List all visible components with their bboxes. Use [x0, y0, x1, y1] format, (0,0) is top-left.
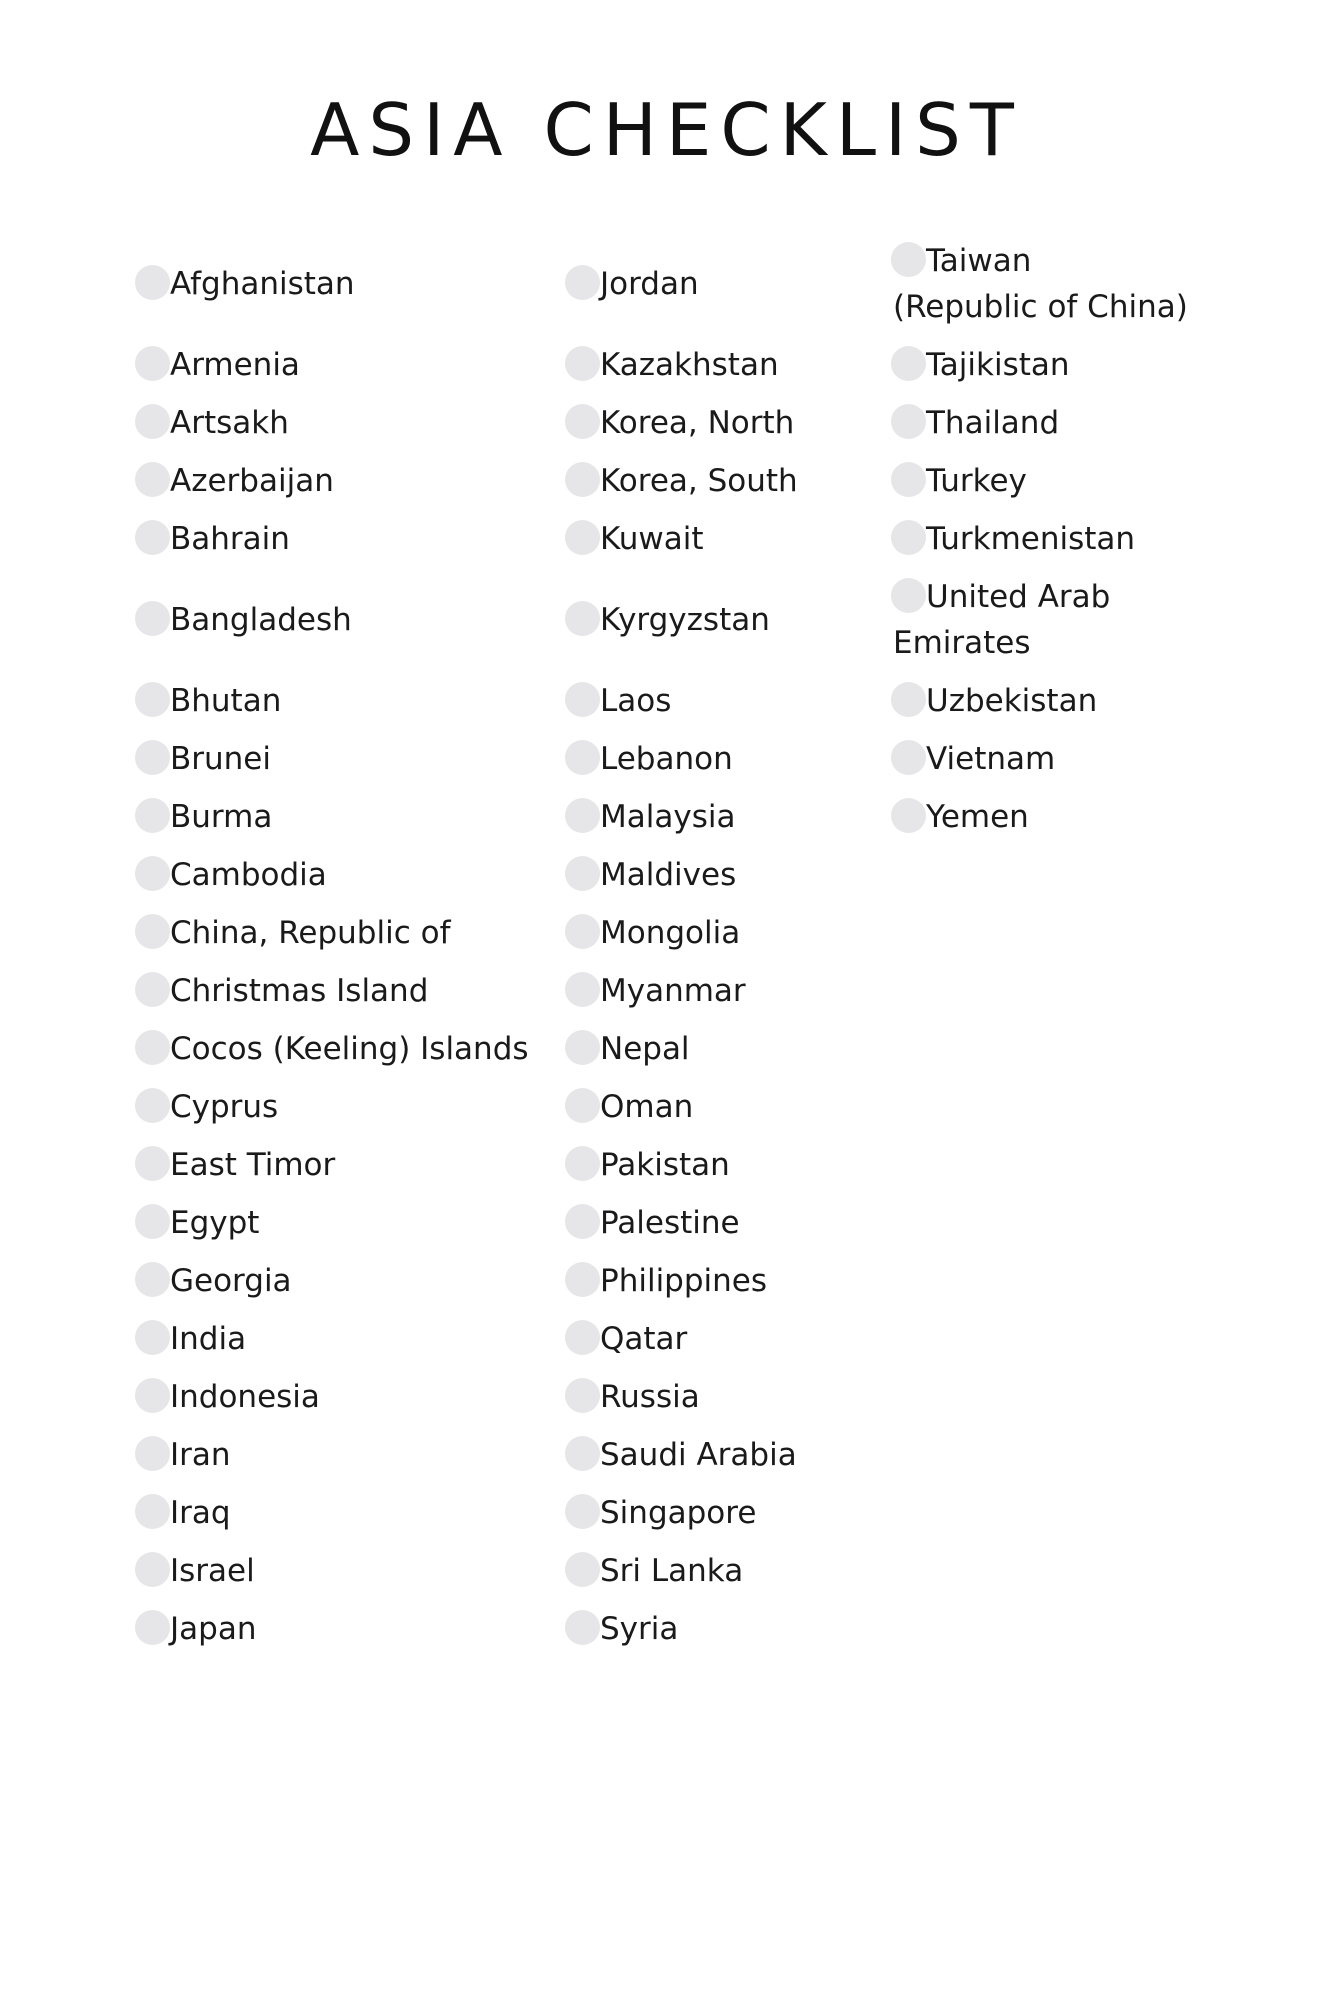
checklist-item[interactable] — [137, 1606, 256, 1652]
checklist-item[interactable] — [567, 1084, 693, 1130]
checkbox-circle[interactable] — [565, 1262, 600, 1297]
checklist-item[interactable] — [567, 261, 699, 307]
checkbox-circle[interactable] — [565, 1204, 600, 1239]
page-title: ASIA CHECKLIST — [310, 88, 1023, 172]
checkbox-circle[interactable] — [565, 1030, 600, 1065]
checklist-item[interactable] — [893, 736, 1055, 782]
checklist-item-label: Thailand — [926, 405, 1060, 441]
checklist-item[interactable] — [137, 1200, 259, 1246]
checklist-item[interactable] — [567, 1606, 678, 1652]
checklist-item[interactable] — [567, 852, 736, 898]
checklist-item-label: Mongolia — [600, 915, 741, 951]
checklist-item-label: Philippines — [600, 1263, 768, 1299]
checklist-item-label: Cocos (Keeling) Islands — [170, 1031, 529, 1067]
checklist-item[interactable] — [137, 736, 271, 782]
checklist-item-label: Iran — [170, 1437, 231, 1473]
checklist-item-label: Kuwait — [600, 521, 704, 557]
checkbox-circle[interactable] — [135, 856, 170, 891]
checklist-item-label: Palestine — [600, 1205, 740, 1241]
checklist-item[interactable] — [893, 794, 1029, 840]
checklist-item[interactable] — [137, 968, 428, 1014]
checklist-item[interactable] — [137, 1548, 255, 1594]
checklist-item[interactable] — [567, 1200, 740, 1246]
checkbox-circle[interactable] — [135, 1378, 170, 1413]
checklist-item[interactable] — [567, 968, 746, 1014]
checklist-item[interactable] — [567, 342, 779, 388]
checkbox-circle[interactable] — [565, 265, 600, 300]
checklist-item[interactable] — [567, 678, 671, 724]
checkbox-circle[interactable] — [565, 346, 600, 381]
checklist-item[interactable] — [137, 400, 289, 446]
checklist-item-label: Nepal — [600, 1031, 690, 1067]
checkbox-circle[interactable] — [565, 1552, 600, 1587]
checklist-item[interactable] — [893, 678, 1097, 724]
checkbox-circle[interactable] — [565, 914, 600, 949]
checkbox-circle[interactable] — [565, 682, 600, 717]
checkbox-circle[interactable] — [135, 520, 170, 555]
checklist-item-label: Cambodia — [170, 857, 327, 893]
checklist-item[interactable] — [137, 597, 352, 643]
checkbox-circle[interactable] — [891, 346, 926, 381]
checklist-item-label: Christmas Island — [170, 973, 429, 1009]
checklist-item-label: Indonesia — [170, 1379, 320, 1415]
checkbox-circle[interactable] — [135, 346, 170, 381]
checklist-item[interactable] — [137, 1084, 278, 1130]
checklist-item[interactable] — [137, 1258, 292, 1304]
checklist-item[interactable] — [893, 400, 1059, 446]
checkbox-circle[interactable] — [565, 1610, 600, 1645]
checklist-item-label: Turkmenistan — [926, 521, 1136, 557]
checkbox-circle[interactable] — [565, 404, 600, 439]
checklist-item[interactable] — [567, 1374, 700, 1420]
checkbox-circle[interactable] — [891, 798, 926, 833]
checkbox-circle[interactable] — [135, 1088, 170, 1123]
checklist-item-label: Iraq — [170, 1495, 231, 1531]
checklist-item-label: Laos — [600, 683, 672, 719]
checkbox-circle[interactable] — [135, 462, 170, 497]
checklist-item-label: Sri Lanka — [600, 1553, 744, 1589]
checklist-item-label: Israel — [170, 1553, 255, 1589]
checklist-item[interactable] — [137, 852, 327, 898]
checklist-item-label: Lebanon — [600, 741, 733, 777]
checklist-item[interactable] — [137, 1316, 246, 1362]
checkbox-circle[interactable] — [135, 1030, 170, 1065]
checkbox-circle[interactable] — [135, 1436, 170, 1471]
checkbox-circle[interactable] — [135, 740, 170, 775]
checklist-item-label: East Timor — [170, 1147, 336, 1183]
checkbox-circle[interactable] — [565, 1088, 600, 1123]
checklist-item-label: Taiwan (Republic of China) — [893, 243, 1188, 325]
checklist-item[interactable] — [567, 910, 740, 956]
checklist-item-label: Maldives — [600, 857, 737, 893]
checklist-item[interactable] — [567, 516, 704, 562]
checkbox-circle[interactable] — [891, 520, 926, 555]
checklist-item[interactable] — [137, 458, 334, 504]
checklist-item-label: Georgia — [170, 1263, 292, 1299]
checkbox-circle[interactable] — [135, 1552, 170, 1587]
checklist-item-label: China, Republic of — [170, 915, 451, 951]
checklist-item[interactable] — [893, 574, 1133, 666]
checkbox-circle[interactable] — [565, 856, 600, 891]
checklist-item[interactable] — [137, 1490, 231, 1536]
checkbox-circle[interactable] — [565, 798, 600, 833]
checkbox-circle[interactable] — [135, 1262, 170, 1297]
checklist-item[interactable] — [567, 1548, 743, 1594]
checklist-item-label: Bangladesh — [170, 602, 352, 638]
checkbox-circle[interactable] — [135, 1320, 170, 1355]
checkbox-circle[interactable] — [565, 520, 600, 555]
checklist-item[interactable] — [567, 1432, 797, 1478]
checkbox-circle[interactable] — [891, 682, 926, 717]
checklist-item-label: Jordan — [600, 266, 699, 302]
checklist-item-label: Saudi Arabia — [600, 1437, 797, 1473]
checkbox-circle[interactable] — [135, 914, 170, 949]
checklist-item-label: Brunei — [170, 741, 271, 777]
checklist-item[interactable] — [893, 516, 1135, 562]
checklist-item-label: Oman — [600, 1089, 694, 1125]
checklist-item[interactable] — [137, 1432, 231, 1478]
checkbox-circle[interactable] — [135, 601, 170, 636]
checklist-item[interactable] — [137, 1026, 529, 1072]
checkbox-circle[interactable] — [565, 462, 600, 497]
checkbox-circle[interactable] — [891, 404, 926, 439]
checklist-item[interactable] — [137, 342, 300, 388]
checkbox-circle[interactable] — [565, 1146, 600, 1181]
checklist-item-label: Korea, South — [600, 463, 798, 499]
checklist-item[interactable] — [137, 678, 281, 724]
checklist-item-label: Korea, North — [600, 405, 795, 441]
checklist-item[interactable] — [567, 1316, 687, 1362]
checklist-item-label: Armenia — [170, 347, 300, 383]
checklist-item-label: Japan — [170, 1611, 257, 1647]
checkbox-circle[interactable] — [135, 798, 170, 833]
checklist-item-label: Azerbaijan — [170, 463, 334, 499]
checkbox-circle[interactable] — [565, 1436, 600, 1471]
checklist-item[interactable] — [137, 910, 450, 956]
checklist-item-label: Qatar — [600, 1321, 688, 1357]
checklist-item-label: Bahrain — [170, 521, 290, 557]
checklist-item[interactable] — [137, 794, 272, 840]
checklist-item-label: Turkey — [926, 463, 1027, 499]
checkbox-circle[interactable] — [565, 740, 600, 775]
checkbox-circle[interactable] — [135, 1494, 170, 1529]
checklist-item-label: Syria — [600, 1611, 679, 1647]
checklist-item-label: Uzbekistan — [926, 683, 1098, 719]
checklist-item[interactable] — [567, 1258, 767, 1304]
checklist-item[interactable] — [567, 1142, 730, 1188]
checklist-item[interactable] — [137, 516, 290, 562]
checklist-item-label: Myanmar — [600, 973, 746, 1009]
checklist-item-label: Cyprus — [170, 1089, 279, 1125]
checkbox-circle[interactable] — [891, 462, 926, 497]
checklist-item-label: United Arab Emirates — [893, 579, 1111, 661]
checklist-item[interactable] — [137, 1142, 335, 1188]
checklist-item-label: Tajikistan — [926, 347, 1070, 383]
checkbox-circle[interactable] — [135, 1610, 170, 1645]
checkbox-circle[interactable] — [135, 1204, 170, 1239]
checklist-item-label: Russia — [600, 1379, 700, 1415]
checklist-item-label: India — [170, 1321, 247, 1357]
checklist-item-label: Afghanistan — [170, 266, 355, 302]
checkbox-circle[interactable] — [565, 1494, 600, 1529]
checkbox-circle[interactable] — [565, 1320, 600, 1355]
checklist-item-label: Burma — [170, 799, 273, 835]
checkbox-circle[interactable] — [565, 1378, 600, 1413]
checklist-item[interactable] — [137, 261, 355, 307]
checklist-item[interactable] — [567, 1026, 690, 1072]
checklist-item[interactable] — [567, 458, 798, 504]
checklist-item[interactable] — [567, 1490, 756, 1536]
checklist-item-label: Egypt — [170, 1205, 260, 1241]
checklist-item[interactable] — [567, 794, 735, 840]
checkbox-circle[interactable] — [135, 265, 170, 300]
checklist-item-label: Malaysia — [600, 799, 736, 835]
checkbox-circle[interactable] — [135, 972, 170, 1007]
checkbox-circle[interactable] — [135, 1146, 170, 1181]
checklist-item[interactable] — [137, 1374, 320, 1420]
checkbox-circle[interactable] — [891, 578, 926, 613]
checklist-item-label: Vietnam — [926, 741, 1056, 777]
checklist-item-label: Pakistan — [600, 1147, 730, 1183]
checklist-item[interactable] — [893, 342, 1070, 388]
checklist-item[interactable] — [567, 597, 770, 643]
checkbox-circle[interactable] — [565, 601, 600, 636]
checklist-item[interactable] — [567, 400, 794, 446]
checkbox-circle[interactable] — [565, 972, 600, 1007]
checklist-item-label: Singapore — [600, 1495, 757, 1531]
checklist-item-label: Kyrgyzstan — [600, 602, 770, 638]
checkbox-circle[interactable] — [891, 740, 926, 775]
checkbox-circle[interactable] — [135, 404, 170, 439]
checkbox-circle[interactable] — [891, 242, 926, 277]
checklist-item-label: Artsakh — [170, 405, 289, 441]
checklist-item[interactable] — [893, 458, 1027, 504]
checklist-item[interactable] — [567, 736, 733, 782]
checkbox-circle[interactable] — [135, 682, 170, 717]
checklist-item-label: Yemen — [926, 799, 1029, 835]
checklist-item-label: Bhutan — [170, 683, 282, 719]
checklist-item-label: Kazakhstan — [600, 347, 779, 383]
checklist-item[interactable] — [893, 238, 1253, 330]
